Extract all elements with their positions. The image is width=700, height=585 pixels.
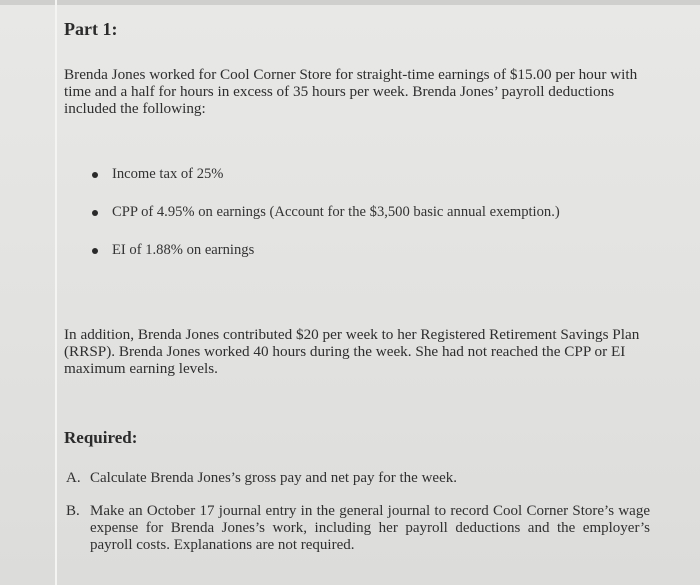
- addition-paragraph: In addition, Brenda Jones contributed $20 per week to her Registered Retirement Savings Plan (RRSP). Brenda Jones worked 40 hours during the week. She had not reached the CPP or EI maximum earning levels.: [64, 326, 640, 377]
- required-item-text: Make an October 17 journal entry in the general journal to record Cool Corner Store’s wage expense for Brenda Jones’s work, including her payroll deductions and the employer’s payroll costs. Explanations are not required.: [90, 503, 650, 553]
- margin-line: [55, 0, 57, 585]
- required-item-text: Calculate Brenda Jones’s gross pay and net pay for the week.: [90, 470, 457, 486]
- bullet-icon: [92, 172, 98, 178]
- deduction-item-cpp: [92, 204, 648, 221]
- intro-paragraph: Brenda Jones worked for Cool Corner Store for straight-time earnings of $15.00 per hour with time and a half for hours in excess of 35 hours per week. Brenda Jones’ payroll deductions included the following:: [64, 66, 638, 117]
- required-heading: Required:: [64, 428, 138, 447]
- required-list: [66, 470, 650, 554]
- top-edge: [0, 0, 700, 5]
- deduction-text: EI of 1.88% on earnings: [112, 242, 255, 258]
- bullet-icon: [92, 248, 98, 254]
- required-item-b: [66, 503, 650, 554]
- required-item-letter: B.: [66, 503, 80, 519]
- deduction-item-income-tax: [92, 166, 648, 183]
- deduction-text: Income tax of 25%: [112, 166, 224, 182]
- required-item-letter: A.: [66, 470, 81, 486]
- bullet-icon: [92, 210, 98, 216]
- part-title: Part 1:: [64, 19, 118, 39]
- deduction-item-ei: [92, 242, 648, 259]
- deductions-list: [92, 166, 648, 259]
- deduction-text: CPP of 4.95% on earnings (Account for the $3,500 basic annual exemption.): [112, 204, 560, 220]
- required-item-a: [66, 470, 650, 487]
